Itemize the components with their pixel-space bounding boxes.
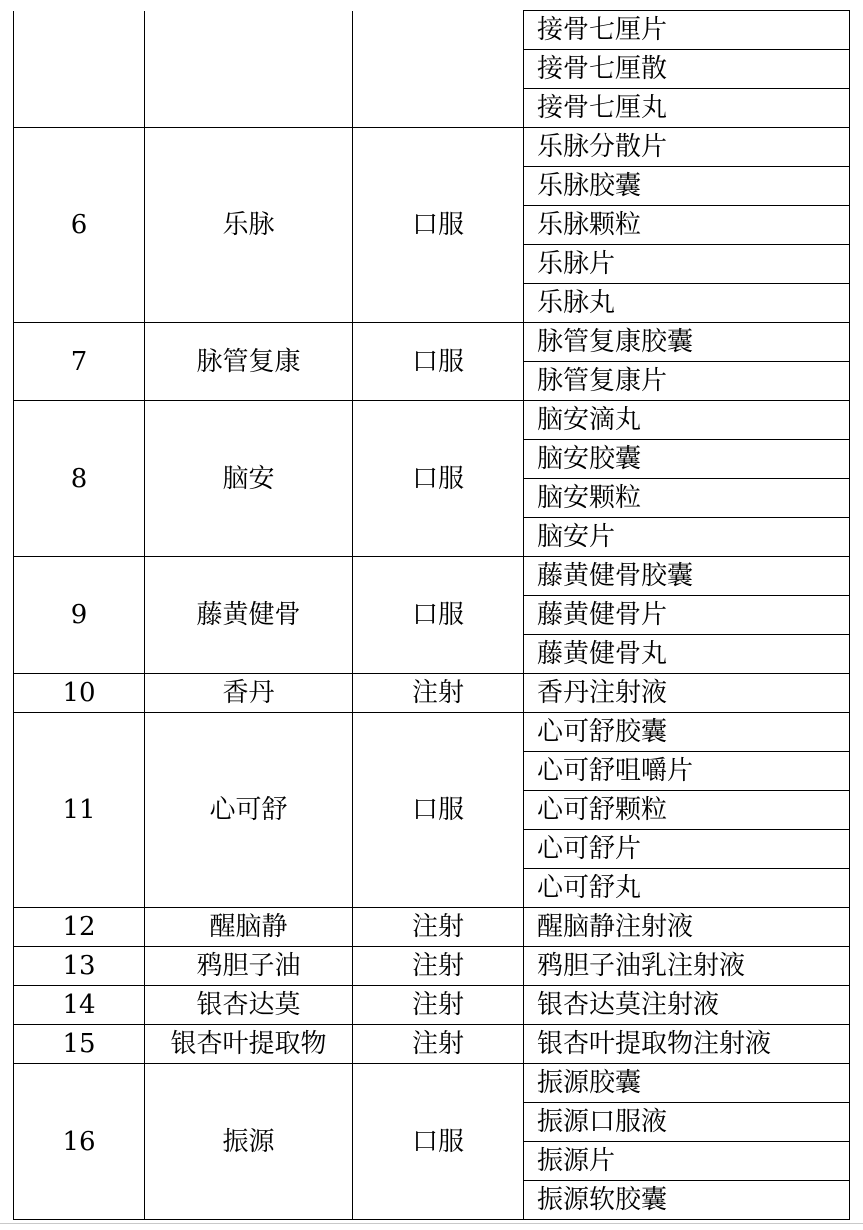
drug-name-cell: 心可舒 <box>145 713 353 908</box>
table-row <box>14 323 850 362</box>
row-number-cell: 12 <box>14 908 145 947</box>
row-number-cell: 16 <box>14 1064 145 1220</box>
product-cell: 乐脉胶囊 <box>524 167 850 206</box>
table-row <box>14 986 850 1025</box>
route-cell <box>353 11 524 128</box>
product-cell: 香丹注射液 <box>524 674 850 713</box>
product-cell: 接骨七厘丸 <box>524 89 850 128</box>
route-cell: 口服 <box>353 323 524 401</box>
product-cell: 银杏叶提取物注射液 <box>524 1025 850 1064</box>
drug-table-container <box>13 10 850 1220</box>
row-number-cell: 7 <box>14 323 145 401</box>
table-row <box>14 908 850 947</box>
table-row <box>14 1025 850 1064</box>
product-cell: 振源片 <box>524 1142 850 1181</box>
row-number-cell: 13 <box>14 947 145 986</box>
table-row <box>14 713 850 752</box>
route-cell: 口服 <box>353 128 524 323</box>
product-cell: 脉管复康片 <box>524 362 850 401</box>
route-cell: 口服 <box>353 557 524 674</box>
drug-name-cell: 醒脑静 <box>145 908 353 947</box>
product-cell: 乐脉分散片 <box>524 128 850 167</box>
product-cell: 脑安颗粒 <box>524 479 850 518</box>
route-cell: 口服 <box>353 401 524 557</box>
drug-table <box>13 10 850 1220</box>
page-bottom-rule <box>0 1223 863 1224</box>
row-number-cell: 10 <box>14 674 145 713</box>
drug-name-cell: 脉管复康 <box>145 323 353 401</box>
product-cell: 乐脉颗粒 <box>524 206 850 245</box>
table-row <box>14 557 850 596</box>
product-cell: 心可舒颗粒 <box>524 791 850 830</box>
product-cell: 藤黄健骨片 <box>524 596 850 635</box>
table-row <box>14 128 850 167</box>
route-cell: 注射 <box>353 908 524 947</box>
drug-name-cell: 乐脉 <box>145 128 353 323</box>
product-cell: 振源软胶囊 <box>524 1181 850 1220</box>
drug-name-cell: 鸦胆子油 <box>145 947 353 986</box>
route-cell: 注射 <box>353 986 524 1025</box>
row-number-cell: 11 <box>14 713 145 908</box>
product-cell: 醒脑静注射液 <box>524 908 850 947</box>
product-cell: 乐脉丸 <box>524 284 850 323</box>
product-cell: 心可舒咀嚼片 <box>524 752 850 791</box>
product-cell: 心可舒丸 <box>524 869 850 908</box>
drug-name-cell: 银杏达莫 <box>145 986 353 1025</box>
product-cell: 振源口服液 <box>524 1103 850 1142</box>
product-cell: 藤黄健骨胶囊 <box>524 557 850 596</box>
row-number-cell: 15 <box>14 1025 145 1064</box>
product-cell: 振源胶囊 <box>524 1064 850 1103</box>
table-row <box>14 401 850 440</box>
drug-name-cell: 振源 <box>145 1064 353 1220</box>
product-cell: 脑安片 <box>524 518 850 557</box>
product-cell: 脉管复康胶囊 <box>524 323 850 362</box>
product-cell: 脑安胶囊 <box>524 440 850 479</box>
product-cell: 接骨七厘散 <box>524 50 850 89</box>
drug-table-body <box>14 11 850 1220</box>
row-number-cell: 6 <box>14 128 145 323</box>
row-number-cell: 14 <box>14 986 145 1025</box>
route-cell: 口服 <box>353 1064 524 1220</box>
table-row <box>14 1064 850 1103</box>
product-cell: 心可舒片 <box>524 830 850 869</box>
drug-name-cell <box>145 11 353 128</box>
product-cell: 鸦胆子油乳注射液 <box>524 947 850 986</box>
product-cell: 接骨七厘片 <box>524 11 850 50</box>
product-cell: 银杏达莫注射液 <box>524 986 850 1025</box>
route-cell: 注射 <box>353 674 524 713</box>
table-row <box>14 674 850 713</box>
route-cell: 注射 <box>353 1025 524 1064</box>
drug-name-cell: 香丹 <box>145 674 353 713</box>
row-number-cell: 9 <box>14 557 145 674</box>
drug-name-cell: 银杏叶提取物 <box>145 1025 353 1064</box>
route-cell: 注射 <box>353 947 524 986</box>
table-row <box>14 947 850 986</box>
product-cell: 脑安滴丸 <box>524 401 850 440</box>
drug-name-cell: 藤黄健骨 <box>145 557 353 674</box>
product-cell: 心可舒胶囊 <box>524 713 850 752</box>
row-number-cell: 8 <box>14 401 145 557</box>
product-cell: 乐脉片 <box>524 245 850 284</box>
product-cell: 藤黄健骨丸 <box>524 635 850 674</box>
table-row <box>14 11 850 50</box>
row-number-cell <box>14 11 145 128</box>
route-cell: 口服 <box>353 713 524 908</box>
drug-name-cell: 脑安 <box>145 401 353 557</box>
